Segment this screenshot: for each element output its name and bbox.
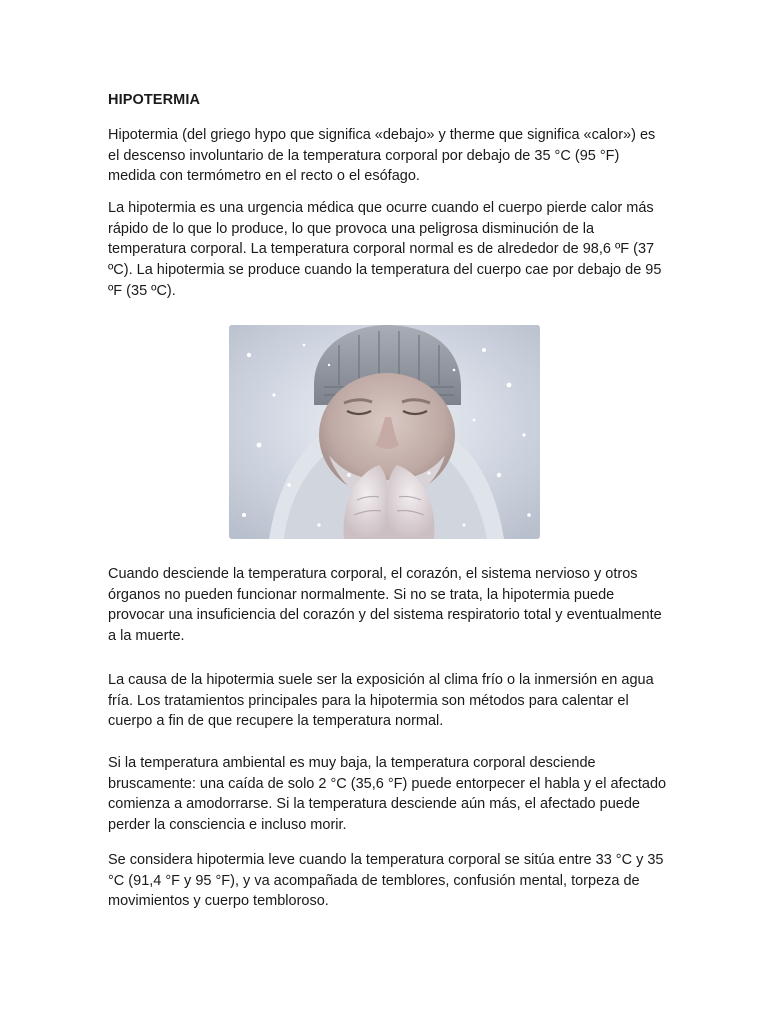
- man-in-snow-photo: [229, 325, 540, 539]
- paragraph-mild-hypothermia: Se considera hipotermia leve cuando la temperatura corporal se sitúa entre 33 °C y 35 °C (91,4 °F y 95 °F), y va acompañada de temblores, confusión mental, torpeza de movimientos y cuerpo tembloroso.: [108, 852, 664, 910]
- paragraph-causes: La causa de la hipotermia suele ser la exposición al clima frío o la inmersión en agua fría. Los tratamientos principales para la hipotermia son métodos para calentar el cuerpo a fin de que recupere la temperatura normal.: [108, 672, 654, 730]
- paragraph-definition: Hipotermia (del griego hypo que significa «debajo» y therme que significa «calor») es el descenso involuntario de la temperatura corporal por debajo de 35 °C (95 °F) medida con termómetro en el recto o el esófago.: [108, 127, 656, 185]
- paragraph-ambient-temperature: Si la temperatura ambiental es muy baja, la temperatura corporal desciende bruscamente: una caída de solo 2 °C (35,6 °F) puede entorpecer el habla y el afectado comienza a amodorrarse. Si la temperatura desciende aún más, el afectado puede perder la consciencia e incluso morir.: [108, 755, 667, 834]
- document-title: HIPOTERMIA: [108, 92, 201, 108]
- paragraph-medical-urgency: La hipotermia es una urgencia médica que ocurre cuando el cuerpo pierde calor más rápido de lo que lo produce, lo que provoca una peligrosa disminución de la temperatura corporal. La temperatura corporal normal es de alrededor de 98,6 ºF (37 ºC). La hipotermia se produce cuando la temperatura del cuerpo cae por debajo de 95 ºF (35 ºC).: [108, 200, 662, 299]
- paragraph-effects: Cuando desciende la temperatura corporal, el corazón, el sistema nervioso y otros órganos no pueden funcionar normalmente. Si no se trata, la hipotermia puede provocar una insuficiencia del corazón y del sistema respiratorio total y eventualmente a la muerte.: [108, 566, 662, 645]
